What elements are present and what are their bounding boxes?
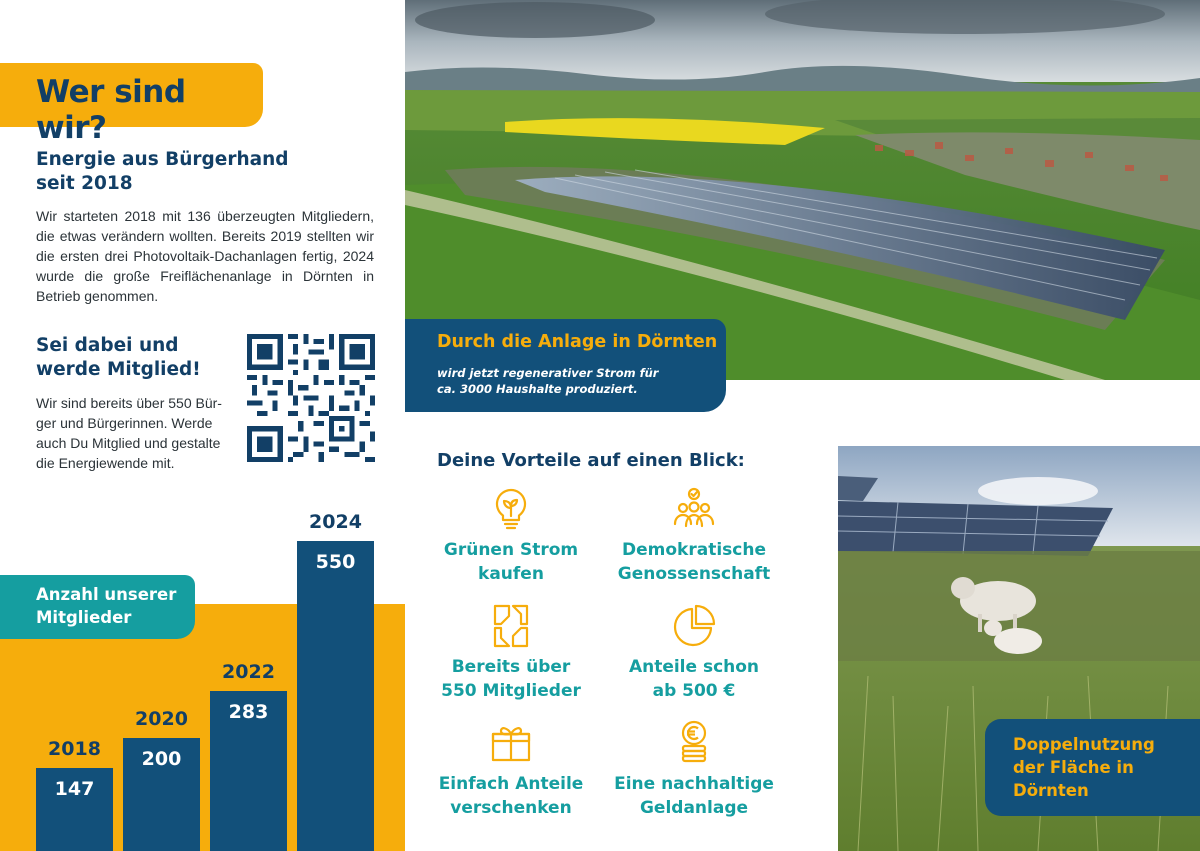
energy-heading: Energie aus Bürgerhand seit 2018	[36, 149, 289, 194]
bar-2022	[210, 691, 287, 851]
join-paragraph: Wir sind bereits über 550 Bür- ger und Bürgerinnen. Werde auch Du Mitglied und gestalte die Energiewende mit.	[36, 395, 222, 471]
bar-2020	[123, 738, 200, 851]
join-heading: Sei dabei und werde Mitglied!	[36, 335, 201, 380]
bar-value-label: 200	[141, 748, 182, 770]
pie-chart-icon	[671, 603, 717, 649]
puzzle-pieces-icon	[488, 603, 534, 649]
bar-2024	[297, 541, 374, 851]
benefit-members: Bereits über 550 Mitglieder	[411, 603, 611, 703]
bar-year-label: 2022	[222, 661, 275, 683]
photo-bottom-caption: Doppelnutzung der Fläche in Dörnten	[985, 719, 1200, 816]
benefits-heading: Deine Vorteile auf einen Blick:	[437, 450, 745, 471]
euro-coins-icon	[671, 720, 717, 766]
page-title: Wer sind wir?	[36, 74, 186, 146]
bar-year-label: 2020	[135, 708, 188, 730]
members-bar-chart	[0, 0, 405, 851]
gift-box-icon	[488, 720, 534, 766]
photo-top-caption: Durch die Anlage in Dörnten wird jetzt regenerativer Strom für ca. 3000 Haushalte produziert.	[405, 319, 726, 412]
benefit-gift: Einfach Anteile verschenken	[411, 720, 611, 820]
people-group-icon	[671, 486, 717, 532]
benefit-investment: Eine nachhaltige Geldanlage	[594, 720, 794, 820]
benefit-green-power: Grünen Strom kaufen	[411, 486, 611, 586]
bar-value-label: 147	[54, 778, 95, 800]
bar-value-label: 283	[228, 701, 269, 723]
energy-paragraph: Wir starteten 2018 mit 136 überzeugten Mitgliedern, die etwas verändern wollten. Bereits 2019 stellten wir die ersten drei Photovoltaik-Dachanlagen fertig, 2024 wurde die große Freiflächenanlage in Dörnten in Betrieb genommen.	[36, 208, 374, 304]
bar-value-label: 550	[315, 551, 356, 573]
chart-title: Anzahl unserer Mitglieder	[36, 585, 177, 627]
bar-year-label: 2018	[48, 738, 101, 760]
bar-year-label: 2024	[309, 511, 362, 533]
bar-2018	[36, 768, 113, 851]
lightbulb-leaf-icon	[488, 486, 534, 532]
benefit-shares: Anteile schon ab 500 €	[594, 603, 794, 703]
benefit-democratic: Demokratische Genossenschaft	[594, 486, 794, 586]
